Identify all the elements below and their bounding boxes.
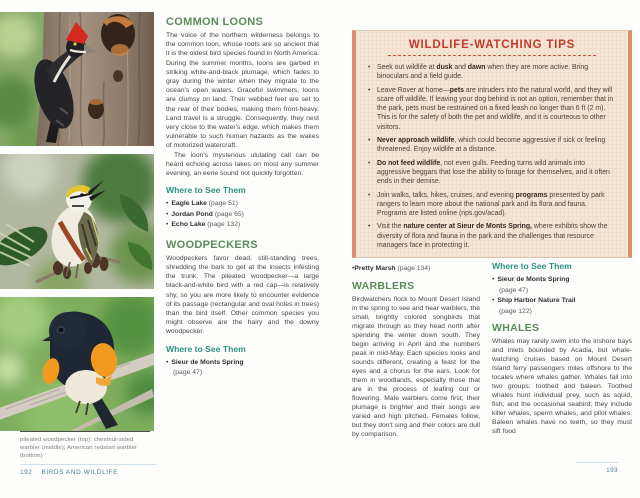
pileated-woodpecker-illustration — [0, 12, 154, 146]
list-item: • Visit the nature center at Sieur de Monts Spring, where exhibits show the diversity of flora and fauna in the park and the challenges that resource managers face in protecting it. — [368, 223, 608, 250]
woodpeckers-where-heading: Where to See Them — [166, 343, 246, 354]
pretty-marsh-item: •Pretty Marsh (page 134) — [352, 265, 431, 272]
list-item: • Eagle Lake (page 51) — [166, 200, 238, 208]
wildlife-watching-tips-box — [352, 30, 632, 258]
list-item: • Echo Lake (page 132) — [166, 221, 241, 229]
american-redstart-illustration — [0, 297, 154, 431]
woodpeckers-heading: WOODPECKERS — [166, 238, 258, 251]
right-page-right-column — [492, 261, 632, 436]
right-page-number: 193 — [606, 467, 618, 474]
common-loons-heading: COMMON LOONS — [166, 16, 264, 28]
common-loons-paragraph-2: The loon's mysterious ululating call can be heard echoing across lakes on most any summer evening, an eerie sound not quickly forgotten. — [166, 151, 319, 178]
warblers-heading: WARBLERS — [352, 280, 415, 292]
whales-paragraph: Whales may rarely swim into the inshore bays and inlets bounded by Acadia, but whale-watching cruises based on Mount Desert Island ferry passengers miles offshore to the locales where whales gather. Whales fall into two groups: toothed and baleen. Toothed whales hunt individual prey, such as squid, fish, and the occasional seabird; they include killer whales, sperm whales, and pilot whales. Baleen whales have no teeth, so they must sift food — [492, 338, 632, 435]
photo-american-redstart — [0, 297, 154, 431]
photo-caption: pileated woodpecker (top); chestnut-sided warbler (middle); American redstart warbler (bottom) — [20, 437, 137, 459]
tips-dashed-divider — [388, 55, 596, 56]
footer-divider-left — [20, 464, 156, 465]
right-where-heading: Where to See Them — [492, 261, 572, 271]
woodpeckers-paragraph: Woodpeckers favor dead, still-standing trees, shredding the bark to get at the insects infesting the trunk. The pileated woodpecker—a large black-and-white bird with a red cap—is relatively shy, so you are more likely to encounter evidence of its passage (rectangular and oval holes in trees) than the bird itself. Other common species you might observe are the hairy and the downy woodpecker. — [166, 254, 319, 336]
common-loons-paragraph-1: The voice of the northern wilderness belongs to the common loon, whose roots are so ancient that it is the oldest bird species found in North America. During the summer months, loons are garbed in striking white-and-black plumage, which fades to gray during the winter when they migrate to the ocean's open waters. Graceful swimmers, loons are clumsy on land. Their webbed feet are set to the rear of their bodies, making them front-heavy. Land travel is a struggle. Consequently, they nest very close to the water's edge, which makes them vulnerable to such human hazards as the wakes of motorized watercraft. — [166, 32, 319, 150]
woodpeckers-where-list — [166, 358, 319, 378]
caption-divider — [20, 431, 150, 432]
list-item: • Seek out wildlife at dusk and dawn when they are more active. Bring binoculars and a field guide. — [368, 64, 589, 81]
list-item: • Never approach wildlife, which could become aggressive if sick or feeling threatened. Enjoy wildlife at a distance. — [368, 137, 606, 154]
list-item: • Do not feed wildlife, not even gulls. Feeding turns wild animals into aggressive beggars that lose the ability to forage for themselves, and it often ends in their demise. — [368, 159, 610, 186]
left-page-section: BIRDS AND WILDLIFE — [41, 469, 118, 476]
left-page-number: 192 — [20, 469, 33, 476]
photo-caption-block — [20, 431, 154, 460]
list-item: • Ship Harbor Nature Trail (page 122) — [492, 297, 576, 315]
right-where-list — [492, 275, 632, 316]
list-item: • Join walks, talks, hikes, cruises, and evening programs presented by park rangers to learn more about the national park and its flora and fauna. Programs are listed online (nps.gov/acad). — [368, 191, 605, 218]
left-page-footer — [20, 464, 156, 476]
photo-chestnut-sided-warbler — [0, 154, 154, 289]
loons-where-list — [166, 199, 319, 231]
photo-pileated-woodpecker — [0, 12, 154, 146]
list-item: • Sieur de Monts Spring (page 47) — [492, 276, 570, 294]
tips-list — [368, 63, 616, 250]
loons-where-heading: Where to See Them — [166, 185, 246, 196]
warblers-paragraph: Birdwatchers flock to Mount Desert Island in the spring to see and hear warblers, the small, brightly colored songbirds that migrate through as they head north after spending the winter down south. They begin arriving in April and the numbers peak in mid-May. Each species looks and sounds different, creating a feast for the eyes and a chorus for the ears. Look for them in woodlands, especially those that are in the process of leafing out or flowering. Male warblers come first; their plumage is brighter and their songs are varied and high pitched. Females follow, but they don't sing and their colors are dull by comparison. — [352, 296, 480, 438]
whales-heading: WHALES — [492, 322, 540, 334]
left-text-column — [166, 16, 319, 378]
footer-divider-right — [576, 462, 618, 463]
list-item: • Sieur de Monts Spring (page 47) — [166, 358, 244, 377]
right-page-footer — [576, 462, 618, 474]
right-page-left-column — [352, 264, 480, 439]
chestnut-sided-warbler-illustration — [0, 154, 154, 289]
list-item: • Jordan Pond (page 65) — [166, 210, 244, 218]
list-item: • Leave Rover at home—pets are intruders into the natural world, and they will scare off wildlife. If leaving your dog behind is not an option, remember that in the park, pets must be restrained on a fixed leash no longer than 6 ft (2 m). This is for the safety of both the pet and wildlife, and it is courteous to other visitors. — [368, 86, 614, 131]
tips-box-title: WILDLIFE-WATCHING TIPS — [408, 39, 576, 51]
